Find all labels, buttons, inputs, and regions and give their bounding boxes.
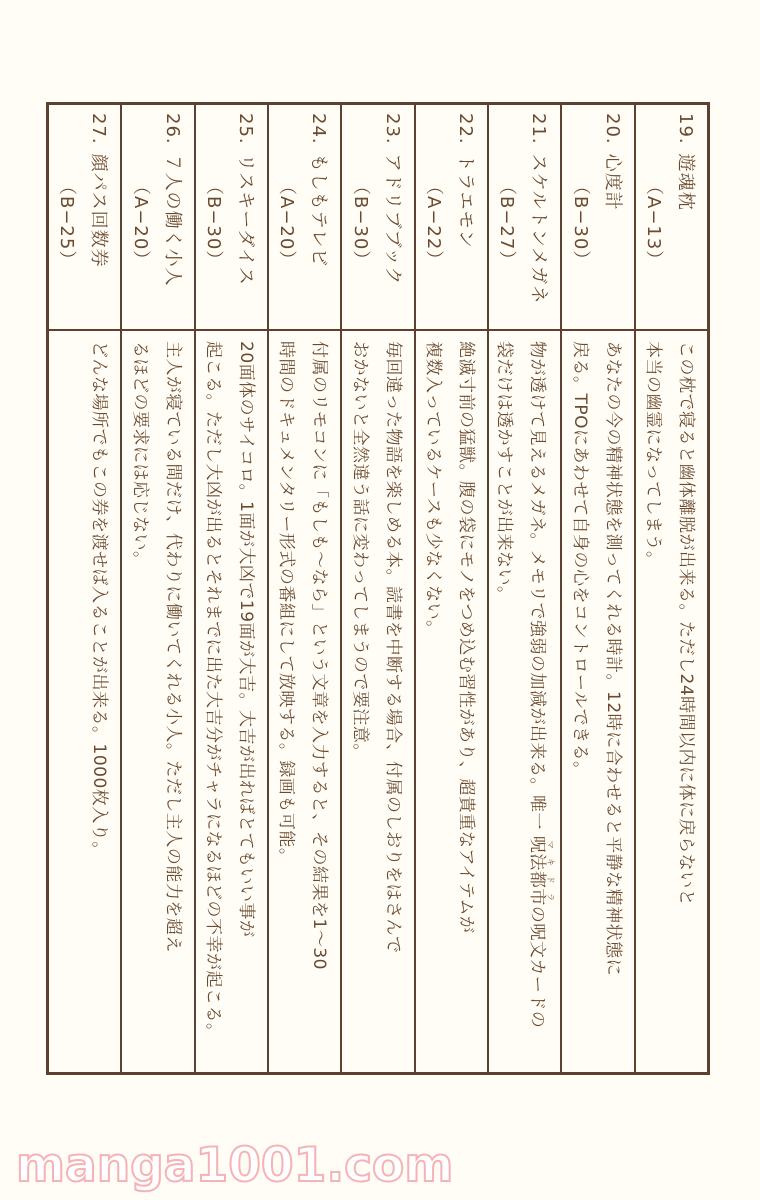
desc-line-1: 毎回違った物語を楽しめる本。読書を中断する場合、付属のしおりをはさんで bbox=[382, 341, 403, 954]
desc-line-2: 複数入っているケースも少なくない。 bbox=[423, 341, 444, 638]
site-watermark: manga1001.com bbox=[16, 1138, 454, 1193]
desc-line-2: 起こる。ただし大凶が出るとそれまでに出た大吉分がチャラになるほどの不幸が起こる。 bbox=[203, 341, 224, 1041]
item-name-cell bbox=[636, 105, 707, 331]
item-code: （A−22） bbox=[423, 177, 445, 270]
item-name: 顔パス回数券 bbox=[88, 153, 110, 268]
desc-line-2: 本当の幽霊になってしまう。 bbox=[643, 341, 663, 569]
item-number: 25. bbox=[235, 113, 257, 145]
desc-text: 物が透けて見えるメガネ。メモリで強弱の加減が出来る。唯一 bbox=[527, 341, 548, 836]
desc-line-2: おかないと全然違う話に変わってしまうので要注意。 bbox=[349, 341, 370, 761]
desc-line-1: この枕で寝ると幽体離脱が出来る。ただし24時間以内に体に戻らないと bbox=[676, 341, 696, 907]
item-desc-cell bbox=[342, 331, 413, 1072]
item-code: （A−20） bbox=[129, 177, 151, 270]
item-number: 20. bbox=[601, 113, 623, 145]
item-code: （B−25） bbox=[56, 177, 78, 270]
furigana: マキドラ bbox=[546, 835, 556, 906]
item-name: スケルトンメガネ bbox=[528, 153, 550, 305]
item-name: トラエモン bbox=[455, 153, 477, 249]
table-row bbox=[49, 105, 120, 1072]
item-title-line bbox=[229, 113, 261, 329]
item-name-cell bbox=[489, 105, 560, 331]
item-name: リスキーダイス bbox=[235, 153, 257, 286]
desc-line-2: るほどの要求には応じない。 bbox=[129, 341, 150, 569]
item-title-line bbox=[156, 113, 188, 329]
desc-line-1: どんな場所でもこの券を渡せば入ることが出来る。1000枚入り。 bbox=[89, 341, 110, 859]
item-name-cell bbox=[562, 105, 633, 331]
desc-line-1: あなたの今の精神状態を測ってくれる時計。12時に合わせると平静な精神状態に bbox=[602, 341, 623, 977]
item-title-line bbox=[302, 113, 334, 329]
table-row bbox=[634, 105, 707, 1072]
item-title-line bbox=[82, 113, 114, 329]
item-code: （B−30） bbox=[349, 177, 371, 270]
item-desc-cell bbox=[49, 331, 120, 1072]
item-name: 遊魂枕 bbox=[675, 153, 696, 211]
ruby-base: 呪法都市 bbox=[527, 835, 548, 906]
item-desc-cell bbox=[489, 331, 560, 1072]
desc-line-2: 戻る。TPOにあわせて自身の心をコントロールできる。 bbox=[569, 341, 590, 779]
item-name-cell bbox=[196, 105, 267, 331]
table-row bbox=[487, 105, 560, 1072]
item-name-cell bbox=[342, 105, 413, 331]
desc-line-1: 付属のリモコンに「もしも～なら」という文章を入力すると、その結果を1～30 bbox=[309, 341, 330, 970]
item-number: 22. bbox=[455, 113, 477, 145]
item-number: 24. bbox=[308, 113, 330, 145]
item-code: （A−20） bbox=[276, 177, 298, 270]
item-name: アドリブブック bbox=[381, 153, 403, 286]
item-title-line bbox=[596, 113, 628, 329]
desc-text: の呪文カードの bbox=[527, 905, 548, 1029]
item-desc-cell bbox=[562, 331, 633, 1072]
desc-line-1: 主人が寝ている間だけ、代わりに働いてくれる小人。ただし主人の能力を超え bbox=[162, 341, 183, 953]
desc-line-2: 袋だけは透かすことが出来ない。 bbox=[494, 341, 515, 604]
item-name: もしもテレビ bbox=[308, 153, 330, 268]
item-desc-cell bbox=[196, 331, 267, 1072]
item-title-line bbox=[376, 113, 408, 329]
item-number: 21. bbox=[528, 113, 550, 145]
item-code: （B−27） bbox=[496, 177, 518, 270]
table-row bbox=[340, 105, 413, 1072]
desc-line-1: 20面体のサイコロ。1面が大凶で19面が大吉。大吉が出ればとてもいい事が bbox=[236, 341, 257, 938]
item-number: 19. bbox=[675, 113, 696, 145]
item-desc-cell bbox=[416, 331, 487, 1072]
item-desc-cell bbox=[636, 331, 707, 1072]
rotated-page-content bbox=[46, 102, 710, 1075]
item-code: （A−13） bbox=[643, 177, 664, 270]
table-row bbox=[194, 105, 267, 1072]
item-number: 27. bbox=[88, 113, 110, 145]
item-number: 26. bbox=[161, 113, 183, 145]
table-row bbox=[267, 105, 340, 1072]
item-name-cell bbox=[416, 105, 487, 331]
desc-line-1 bbox=[520, 341, 555, 1064]
item-code: （B−30） bbox=[569, 177, 591, 270]
table-row bbox=[414, 105, 487, 1072]
item-name-cell bbox=[49, 105, 120, 331]
table-row bbox=[560, 105, 633, 1072]
desc-line-1: 絶滅寸前の猛獣。腹の袋にモノをつめ込む習性があり、超貴重なアイテムが bbox=[456, 341, 477, 934]
item-name-cell bbox=[269, 105, 340, 331]
item-name: ７人の働く小人 bbox=[161, 153, 183, 287]
item-number: 23. bbox=[381, 113, 403, 145]
item-desc-cell bbox=[269, 331, 340, 1072]
item-title-line bbox=[669, 113, 701, 329]
desc-line-2: 時間のドキュメンタリー形式の番組にして放映する。録画も可能。 bbox=[276, 341, 297, 866]
item-name-cell bbox=[122, 105, 193, 331]
item-desc-cell bbox=[122, 331, 193, 1072]
table-row bbox=[120, 105, 193, 1072]
item-title-line bbox=[522, 113, 554, 329]
item-title-line bbox=[449, 113, 481, 329]
ruby-word bbox=[527, 835, 556, 906]
item-code: （B−30） bbox=[203, 177, 225, 270]
item-name: 心度計 bbox=[601, 153, 623, 211]
gadget-table bbox=[46, 102, 710, 1075]
